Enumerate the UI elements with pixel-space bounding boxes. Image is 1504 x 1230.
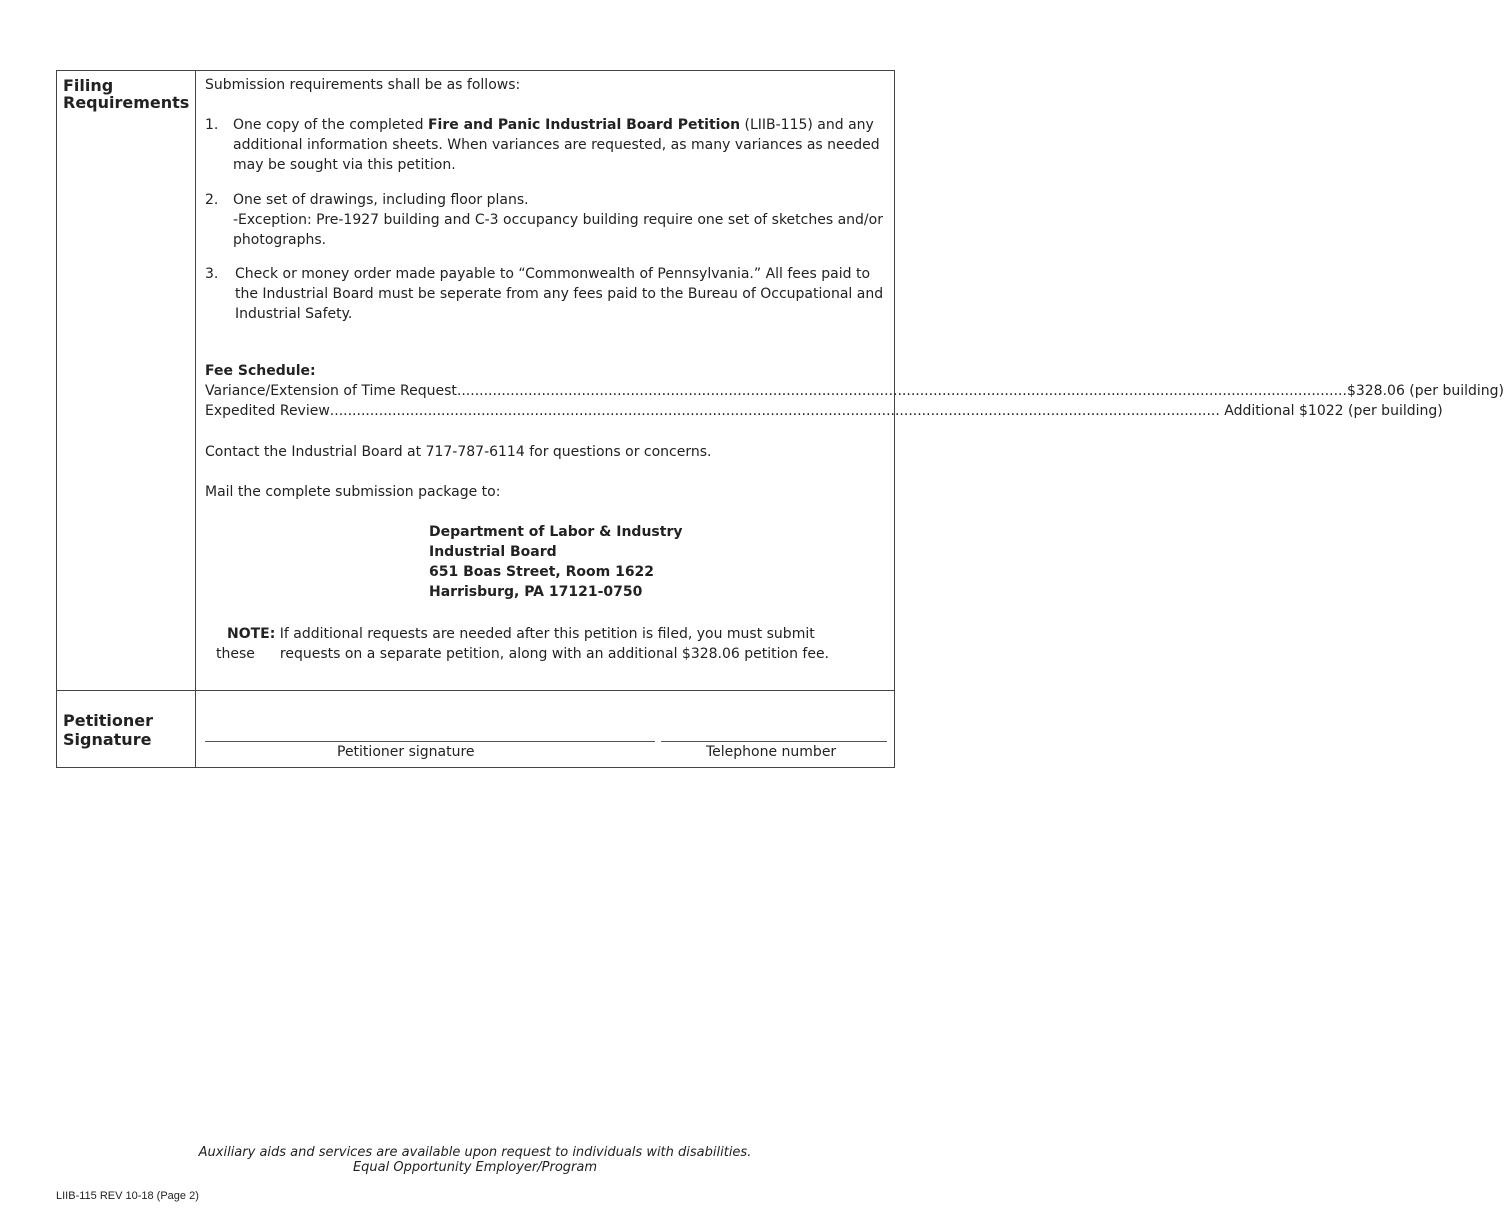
requirements-content — [205, 71, 1504, 690]
signature-label-line2: Signature — [63, 730, 152, 749]
note-line-2 — [216, 644, 829, 664]
fee-amount: Additional $1022 (per building) — [1219, 403, 1443, 419]
filing-requirements-label — [63, 77, 189, 111]
footer-line: Equal Opportunity Employer/Program — [352, 1160, 598, 1175]
telephone-number-caption: Telephone number — [706, 744, 837, 760]
item-line: One set of drawings, including floor plans. — [233, 192, 529, 208]
item-number: 2. — [205, 192, 219, 208]
footer-line: Auxiliary aids and services are available upon request to individuals with disabilities. — [198, 1145, 752, 1160]
fee-amount: $328.06 (per building) — [1346, 383, 1504, 399]
signature-label-line1: Petitioner — [63, 711, 153, 730]
note-text: If additional requests are needed after this petition is filed, you must submit — [275, 626, 815, 642]
item-number: 1. — [205, 117, 219, 133]
fee-label: Variance/Extension of Time Request — [205, 383, 457, 399]
item-text — [233, 115, 893, 175]
address-line: Department of Labor & Industry — [429, 524, 683, 540]
dot-leader: ........................................................................................................................................................................................................ — [456, 383, 1347, 399]
filing-requirements-table — [56, 70, 1504, 768]
petitioner-signature-caption: Petitioner signature — [337, 744, 475, 760]
item-text: Check or money order made payable to “Commonwealth of Pennsylvania.” All fees paid to the Industrial Board must be seperate from any fees paid to the Bureau of Occupational and Industrial Safety. — [235, 266, 884, 322]
address-line: Harrisburg, PA 17121-0750 — [429, 584, 643, 600]
contact-text: Contact the Industrial Board at 717-787-6114 for questions or concerns. — [205, 444, 712, 460]
accessibility-notice — [0, 1145, 950, 1175]
dot-leader: ........................................................................................................................................................................................................ — [329, 403, 1220, 419]
petitioner-signature-label — [63, 711, 153, 749]
petition-name: Fire and Panic Industrial Board Petition — [427, 117, 741, 133]
item-number: 3. — [205, 266, 219, 282]
address-line: Industrial Board — [429, 544, 557, 560]
filing-label-line2: Requirements — [63, 93, 190, 112]
mailing-address — [429, 522, 682, 602]
item-text — [233, 190, 893, 250]
fee-row-variance — [205, 381, 1504, 401]
fee-label: Expedited Review — [205, 403, 330, 419]
fee-schedule-heading: Fee Schedule: — [205, 363, 316, 379]
note-text: these — [216, 646, 255, 662]
note-line-1 — [227, 624, 815, 644]
item-exception: -Exception: Pre-1927 building and C-3 occupancy building require one set of sketches and/or photographs. — [233, 212, 883, 248]
item-text-before: One copy of the completed — [233, 117, 428, 133]
address-line: 651 Boas Street, Room 1622 — [429, 564, 655, 580]
form-id: LIIB-115 REV 10-18 (Page 2) — [56, 1190, 199, 1202]
row-divider — [57, 690, 894, 691]
filing-label-line1: Filing — [63, 76, 114, 95]
item-text-after: (LIIB-115) and any additional information sheets. When variances are requested, as many variances as needed may be sought via this petition. — [233, 117, 880, 173]
note-label: NOTE: — [227, 626, 276, 642]
column-divider — [195, 71, 196, 767]
note-text: requests on a separate petition, along with an additional $328.06 petition fee. — [279, 646, 830, 662]
mail-intro-text: Mail the complete submission package to: — [205, 484, 501, 500]
telephone-number-line[interactable] — [661, 741, 887, 742]
petitioner-signature-line[interactable] — [205, 741, 655, 742]
fee-row-expedited — [205, 401, 1443, 421]
intro-text: Submission requirements shall be as follows: — [205, 77, 521, 93]
